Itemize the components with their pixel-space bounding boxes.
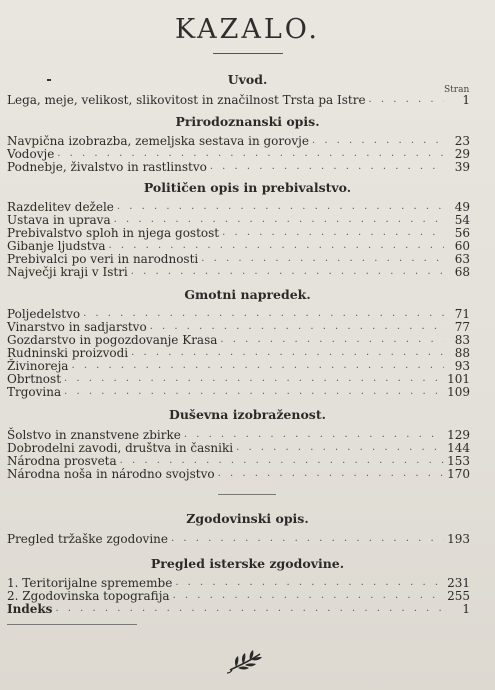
toc-entry[interactable] bbox=[7, 239, 470, 253]
page-title: KAZALO. bbox=[175, 14, 320, 45]
toc-entry-label: Poljedelstvo bbox=[7, 307, 81, 321]
toc-entry-page: 63 bbox=[454, 252, 470, 266]
toc-entry-index[interactable] bbox=[7, 602, 470, 616]
toc-entry[interactable] bbox=[7, 385, 470, 399]
section-divider bbox=[218, 494, 276, 495]
section-heading-politicen: Političen opis in prebivalstvo. bbox=[143, 180, 352, 195]
toc-entry-page: 153 bbox=[447, 454, 470, 468]
toc-entry-label: Prebivalci po veri in narodnosti bbox=[7, 252, 199, 266]
toc-entry[interactable] bbox=[7, 467, 470, 481]
toc-entry-label: Vodovje bbox=[7, 147, 55, 161]
toc-entry-page: 83 bbox=[454, 333, 470, 347]
toc-entry-label: Največji kraji v Istri bbox=[7, 265, 128, 279]
toc-entry-page: 39 bbox=[454, 160, 470, 174]
toc-entry-page: 56 bbox=[454, 226, 470, 240]
toc-entry-label: Živinoreja bbox=[7, 359, 69, 373]
toc-entry-page: 1 bbox=[462, 602, 470, 616]
toc-entry[interactable] bbox=[7, 532, 470, 546]
title-rule bbox=[213, 53, 283, 54]
toc-entry[interactable] bbox=[7, 307, 470, 321]
toc-entry[interactable] bbox=[7, 576, 470, 590]
toc-entry[interactable] bbox=[7, 454, 470, 468]
toc-entry-page: 129 bbox=[447, 428, 470, 442]
toc-entry-label: Obrtnost bbox=[7, 372, 62, 386]
toc-entry-page: 71 bbox=[454, 307, 470, 321]
toc-entry-page: 193 bbox=[447, 532, 470, 546]
toc-entry-label: Indeks bbox=[7, 602, 53, 616]
toc-entry[interactable] bbox=[7, 93, 470, 107]
toc-entry-page: 255 bbox=[447, 589, 470, 603]
toc-entry-label: Prebivalstvo sploh in njega gostost bbox=[7, 226, 220, 240]
toc-entry-label: Rudninski proizvodi bbox=[7, 346, 129, 360]
toc-entry[interactable] bbox=[7, 147, 470, 161]
toc-entry-page: 1 bbox=[462, 93, 470, 107]
toc-entry-label: Razdelitev dežele bbox=[7, 200, 114, 214]
toc-entry-label: Gozdarstvo in pogozdovanje Krasa bbox=[7, 333, 218, 347]
toc-entry[interactable] bbox=[7, 441, 470, 455]
toc-entry-label: Pregled tržaške zgodovine bbox=[7, 532, 168, 546]
toc-entry-page: 109 bbox=[447, 385, 470, 399]
section-heading-zgodovinski: Zgodovinski opis. bbox=[186, 511, 309, 526]
toc-entry-label: Trgovina bbox=[7, 385, 62, 399]
toc-entry-page: 77 bbox=[454, 320, 470, 334]
toc-entry[interactable] bbox=[7, 333, 470, 347]
toc-entry-page: 68 bbox=[454, 265, 470, 279]
section-heading-uvod: Uvod. bbox=[227, 72, 268, 87]
toc-entry-label: Národna prosveta bbox=[7, 454, 117, 468]
toc-entry-page: 88 bbox=[454, 346, 470, 360]
toc-entry-label: 1. Teritorijalne spremembe bbox=[7, 576, 173, 590]
section-heading-prirodoznanski: Prirodoznanski opis. bbox=[175, 114, 320, 129]
toc-entry-label: Národna noša in národno svojstvo bbox=[7, 467, 215, 481]
section-heading-gmotni: Gmotni napredek. bbox=[184, 287, 311, 302]
toc-entry[interactable] bbox=[7, 252, 470, 266]
toc-entry-page: 54 bbox=[454, 213, 470, 227]
toc-entry[interactable] bbox=[7, 213, 470, 227]
toc-entry-label: Ustava in uprava bbox=[7, 213, 111, 227]
toc-entry[interactable] bbox=[7, 359, 470, 373]
toc-entry-label: Lega, meje, velikost, slikovitost in značilnost Trsta pa Istre bbox=[7, 93, 366, 107]
toc-entry-label: Navpična izobrazba, zemeljska sestava in gorovje bbox=[7, 134, 309, 148]
toc-entry-label: Dobrodelni zavodi, društva in časniki bbox=[7, 441, 234, 455]
toc-entry-page: 29 bbox=[454, 147, 470, 161]
toc-entry[interactable] bbox=[7, 346, 470, 360]
toc-entry-page: 231 bbox=[447, 576, 470, 590]
toc-entry-page: 144 bbox=[447, 441, 470, 455]
toc-entry[interactable] bbox=[7, 428, 470, 442]
page-column-label: Stran bbox=[444, 85, 470, 95]
section-heading-dusevna: Duševna izobraženost. bbox=[169, 407, 326, 422]
toc-entry[interactable] bbox=[7, 265, 470, 279]
toc-entry[interactable] bbox=[7, 200, 470, 214]
toc-entry-page: 101 bbox=[447, 372, 470, 386]
toc-entry[interactable] bbox=[7, 589, 470, 603]
toc-entry-page: 23 bbox=[454, 134, 470, 148]
toc-entry[interactable] bbox=[7, 226, 470, 240]
toc-entry-label: Vinarstvo in sadjarstvo bbox=[7, 320, 147, 334]
toc-entry-label: 2. Zgodovinska topografija bbox=[7, 589, 170, 603]
toc-entry-label: Gibanje ljudstva bbox=[7, 239, 106, 253]
closing-rule bbox=[7, 624, 137, 625]
toc-entry[interactable] bbox=[7, 320, 470, 334]
toc-entry-page: 93 bbox=[454, 359, 470, 373]
toc-entry-page: 60 bbox=[454, 239, 470, 253]
section-heading-isterske: Pregled isterske zgodovine. bbox=[150, 556, 345, 571]
toc-entry-page: 170 bbox=[447, 467, 470, 481]
leaf-ornament-icon bbox=[226, 648, 266, 674]
toc-entry[interactable] bbox=[7, 134, 470, 148]
toc-entry-label: Podnebje, živalstvo in rastlinstvo bbox=[7, 160, 207, 174]
toc-entry-label: Šolstvo in znanstvene zbirke bbox=[7, 428, 181, 442]
toc-entry-page: 49 bbox=[454, 200, 470, 214]
toc-entry[interactable] bbox=[7, 160, 470, 174]
toc-entry[interactable] bbox=[7, 372, 470, 386]
